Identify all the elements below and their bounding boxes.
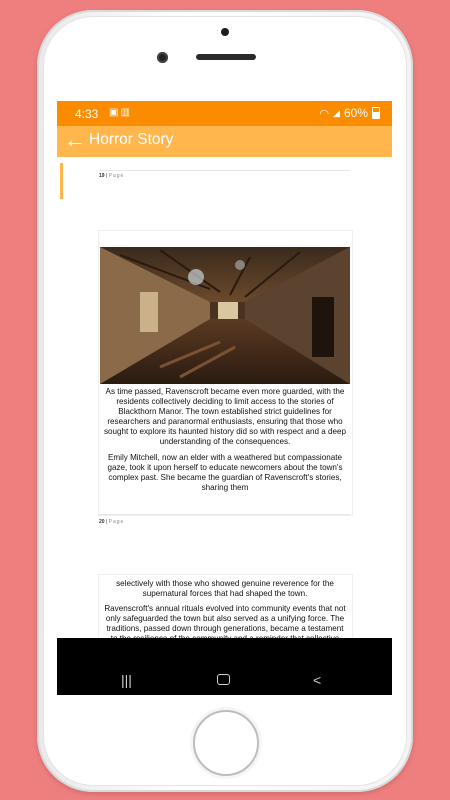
scroll-indicator: [60, 163, 63, 199]
page-number-value: 19: [99, 173, 105, 179]
page-19-card: [98, 230, 353, 516]
screen: [57, 101, 392, 695]
back-icon[interactable]: <: [313, 672, 322, 688]
android-nav-bar: [57, 666, 392, 695]
page-number-value: 20: [99, 519, 105, 525]
screen-bottom-gap: [57, 638, 392, 666]
abandoned-hallway-image: [100, 247, 350, 384]
page-number-19: [99, 173, 124, 179]
status-bar: [57, 101, 392, 126]
page-rule: [99, 170, 350, 171]
wifi-icon: ◠: [319, 107, 330, 120]
hardware-home-button[interactable]: [193, 710, 259, 776]
paragraph: As time passed, Ravenscroft became even more guarded, with the residents collectively deciding to limit access to the stories of Blackthorn Manor. The town established strict guidelines for researchers and paranormal enthusiasts, ensuring that those who sought to explore its haunted history did so with respect and a deep understanding of the consequences.: [103, 387, 347, 447]
page-rule: [99, 514, 350, 515]
battery-icon: [372, 107, 380, 119]
page-separator: |: [105, 519, 108, 525]
page-word: Page: [108, 173, 125, 179]
book-notification-icon: ▥: [120, 107, 132, 118]
paragraph: selectively with those who showed genuine reverence for the supernatural forces that had shaped the town.: [116, 579, 334, 599]
back-arrow-icon[interactable]: ←: [64, 127, 86, 152]
signal-icon: ◢: [333, 107, 340, 118]
notification-icons: [109, 107, 132, 118]
page-word: Page: [108, 519, 125, 525]
image-notification-icon: ▣: [109, 107, 121, 118]
page-19-text: [102, 387, 348, 498]
home-icon[interactable]: [217, 674, 230, 685]
battery-percent: 60%: [343, 106, 368, 120]
paragraph: Ravenscroft's annual rituals evolved into community events that not only safeguarded the town but also served as a unifying force. The traditions, passed down through generations, became a testament: [104, 604, 346, 634]
page-title: Horror Story: [89, 131, 174, 148]
status-time: 4:33: [75, 107, 99, 121]
page-separator: |: [105, 173, 108, 179]
recents-icon[interactable]: |||: [121, 672, 132, 688]
page-number-20: [99, 519, 124, 525]
earpiece-speaker: [196, 54, 256, 60]
app-bar: [57, 126, 392, 157]
paragraph: Emily Mitchell, now an elder with a weathered but compassionate gaze, took it upon herself to educate newcomers about the town's complex past. She became the guardian of Ravenscroft's stories, sharing them: [107, 452, 343, 492]
sensor-dot: [221, 28, 229, 36]
pdf-content[interactable]: [57, 157, 392, 638]
status-right: [319, 106, 380, 120]
front-camera: [157, 52, 168, 63]
